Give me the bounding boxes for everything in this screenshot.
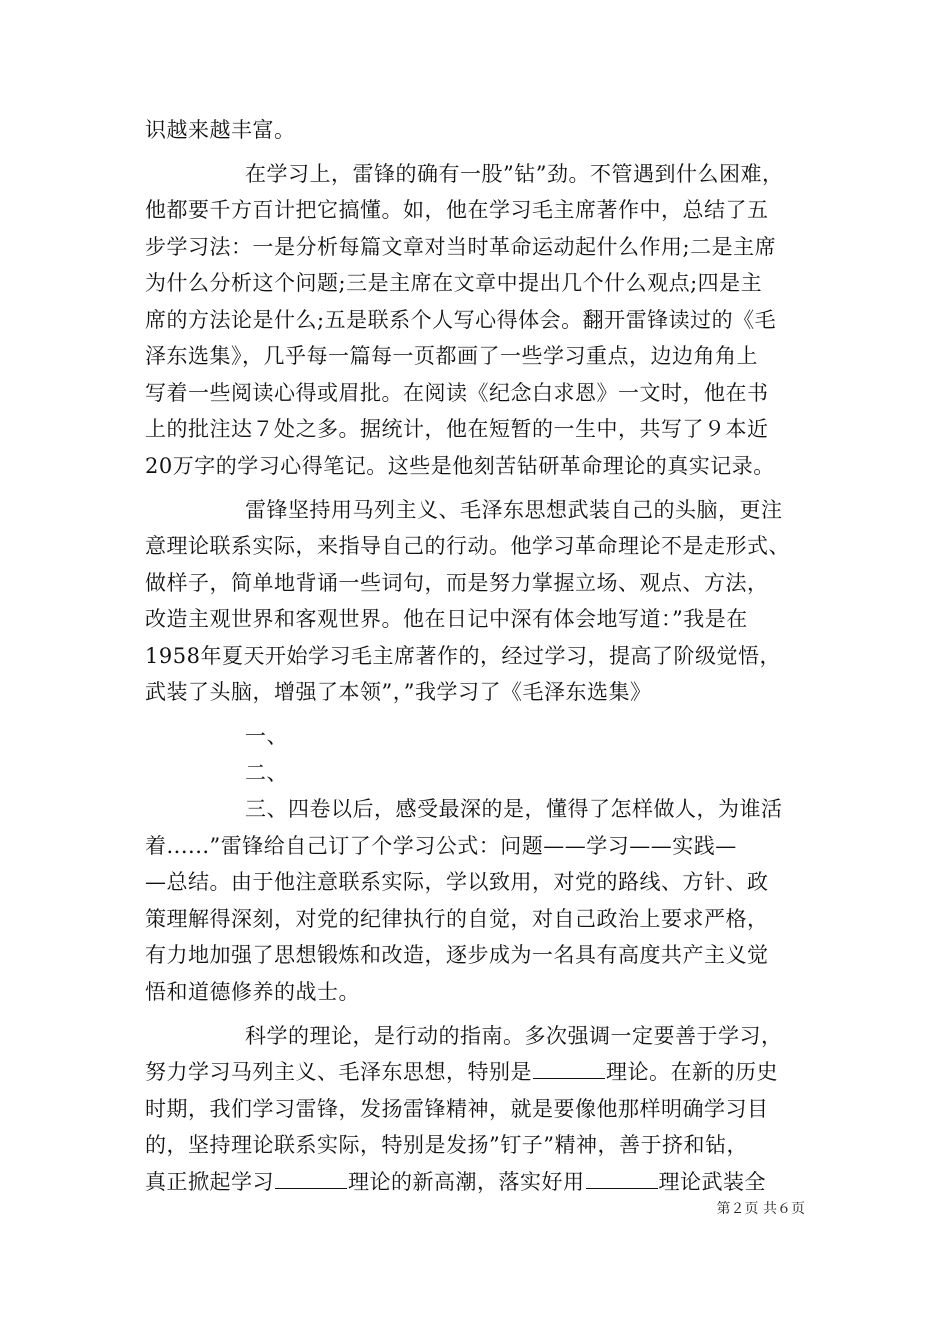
- text-segment: 理论武装全: [658, 1170, 766, 1194]
- text-line: 悟和道德修养的战士。: [145, 980, 360, 1004]
- fill-in-blank: [533, 1058, 605, 1079]
- paragraph-start: 在学习上，雷锋的确有一股”钻”劲。不管遇到什么困难，: [245, 162, 784, 186]
- paragraph-start: 雷锋坚持用马列主义、毛泽东思想武装自己的头脑，更注: [245, 498, 783, 522]
- text-line: 泽东选集》，几乎每一篇每一页都画了一些学习重点，边边角角上: [145, 344, 758, 368]
- text-line: 他都要千方百计把它搞懂。如，他在学习毛主席著作中，总结了五: [145, 198, 769, 222]
- text-line: 20万字的学习心得笔记。这些是他刻苦钻研革命理论的真实记录。: [145, 454, 775, 478]
- text-line: 改造主观世界和客观世界。他在日记中深有体会地写道：”我是在: [145, 607, 748, 631]
- text-line: 为什么分析这个问题;三是主席在文章中提出几个什么观点;四是主: [145, 271, 763, 295]
- fill-in-blank: [586, 1168, 658, 1189]
- text-segment: 理论的新高潮，落实好用: [348, 1170, 585, 1194]
- text-line: [145, 1164, 766, 1200]
- text-line: 策理解得深刻，对党的纪律执行的自觉，对自己政治上要求严格，: [145, 907, 769, 931]
- text-segment: 理论。在新的历史: [606, 1060, 778, 1084]
- text-line: 的，坚持理论联系实际，特别是发扬”钉子”精神，善于挤和钻，: [145, 1133, 748, 1157]
- paragraph-start: 科学的理论，是行动的指南。多次强调一定要善于学习，: [245, 1024, 783, 1048]
- text-line: 武装了头脑，增强了本领”，”我学习了《毛泽东选集》: [145, 680, 652, 704]
- list-item: 二、: [245, 761, 288, 785]
- paragraph-start: 三、四卷以后，感受最深的是，懂得了怎样做人，为谁活: [245, 797, 783, 821]
- text-line: 意理论联系实际，来指导自己的行动。他学习革命理论不是走形式、: [145, 534, 790, 558]
- text-line: 识越来越丰富。: [145, 118, 296, 142]
- text-line: 写着一些阅读心得或眉批。在阅读《纪念白求恩》一文时，他在书: [145, 381, 769, 405]
- text-line: [145, 1054, 778, 1090]
- text-line: 做样子，简单地背诵一些词句，而是努力掌握立场、观点、方法，: [145, 571, 769, 595]
- list-item: 一、: [245, 724, 288, 748]
- text-line: 上的批注达７处之多。据统计，他在短暂的一生中，共写了９本近: [145, 417, 769, 441]
- text-line: 步学习法：一是分析每篇文章对当时革命运动起什么作用;二是主席: [145, 235, 777, 259]
- text-line: 着......”雷锋给自己订了个学习公式：问题——学习——实践—: [145, 834, 737, 858]
- text-line: 1958年夏天开始学习毛主席著作的，经过学习，提高了阶级觉悟，: [145, 644, 781, 668]
- fill-in-blank: [275, 1168, 347, 1189]
- page-number-footer: 第２页 共６页: [716, 1201, 805, 1217]
- text-line: 时期，我们学习雷锋，发扬雷锋精神，就是要像他那样明确学习目: [145, 1097, 769, 1121]
- text-segment: 真正掀起学习: [145, 1170, 274, 1194]
- text-line: —总结。由于他注意联系实际，学以致用，对党的路线、方针、政: [145, 870, 769, 894]
- text-line: 席的方法论是什么;五是联系个人写心得体会。翻开雷锋读过的《毛: [145, 308, 777, 332]
- text-line: 有力地加强了思想锻炼和改造，逐步成为一名具有高度共产主义觉: [145, 943, 769, 967]
- text-segment: 努力学习马列主义、毛泽东思想，特别是: [145, 1060, 532, 1084]
